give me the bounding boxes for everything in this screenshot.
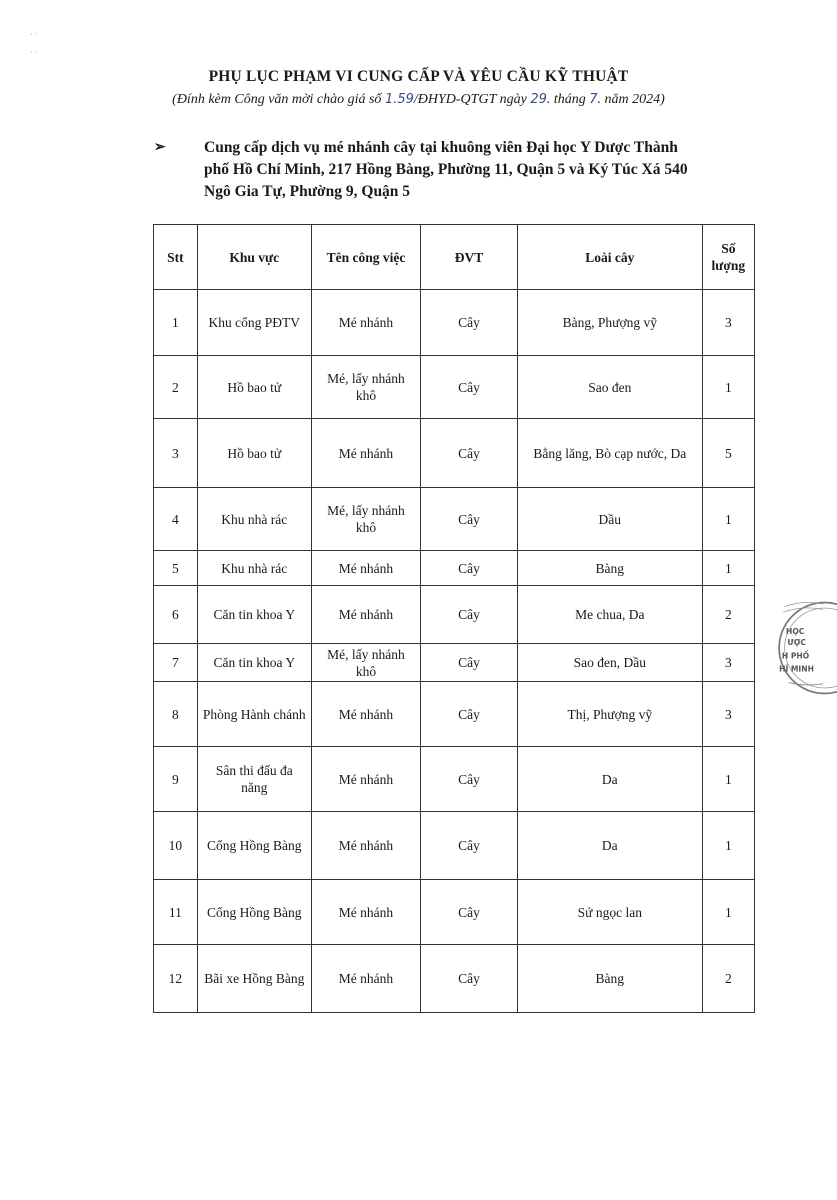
cell-tree: Bằng lăng, Bò cạp nước, Da: [517, 419, 702, 488]
page-subtitle: (Đính kèm Công văn mời chào giá số 1.59/ĐHYD-QTGT ngày 29. tháng 7. năm 2024): [172, 92, 665, 107]
cell-qty: 1: [702, 747, 754, 812]
cell-tree: Sứ ngọc lan: [517, 880, 702, 945]
cell-task: Mé nhánh: [311, 812, 420, 880]
cell-area: Căn tin khoa Y: [197, 644, 311, 682]
stamp-line: HÍ MINH: [779, 664, 814, 674]
cell-area: Cổng Hồng Bàng: [197, 880, 311, 945]
cell-task: Mé nhánh: [311, 747, 420, 812]
cell-task: Mé, lấy nhánh khô: [311, 644, 420, 682]
cell-tree: Me chua, Da: [517, 586, 702, 644]
cell-stt: 1: [154, 290, 198, 356]
cell-qty: 2: [702, 586, 754, 644]
cell-task: Mé nhánh: [311, 586, 420, 644]
cell-unit: Cây: [421, 812, 518, 880]
subtitle-suffix: năm 2024): [601, 92, 665, 107]
section-heading-line: Ngô Gia Tự, Phường 9, Quận 5: [204, 183, 411, 200]
cell-unit: Cây: [421, 290, 518, 356]
cell-unit: Cây: [421, 586, 518, 644]
cell-stt: 3: [154, 419, 198, 488]
cell-area: Khu cổng PĐTV: [197, 290, 311, 356]
cell-stt: 9: [154, 747, 198, 812]
cell-tree: Thị, Phượng vỹ: [517, 682, 702, 747]
cell-stt: 12: [154, 945, 198, 1013]
cell-tree: Sao đen: [517, 356, 702, 419]
header-qty-line1: Số: [721, 241, 736, 256]
header-stt: Stt: [154, 225, 198, 290]
cell-stt: 11: [154, 880, 198, 945]
cell-qty: 3: [702, 644, 754, 682]
table-row: [154, 586, 755, 644]
section-heading-line: Cung cấp dịch vụ mé nhánh cây tại khuông viên Đại học Y Dược Thành: [204, 139, 678, 156]
cell-task: Mé, lấy nhánh khô: [311, 488, 420, 551]
cell-tree: Da: [517, 747, 702, 812]
table-row: [154, 812, 755, 880]
cell-area: Bãi xe Hồng Bàng: [197, 945, 311, 1013]
cell-qty: 1: [702, 880, 754, 945]
cell-unit: Cây: [421, 356, 518, 419]
university-seal-stamp: [775, 578, 837, 718]
cell-task: Mé nhánh: [311, 551, 420, 586]
table-row: [154, 488, 755, 551]
cell-qty: 1: [702, 551, 754, 586]
cell-tree: Sao đen, Dầu: [517, 644, 702, 682]
cell-qty: 1: [702, 812, 754, 880]
cell-qty: 3: [702, 290, 754, 356]
table-row: [154, 419, 755, 488]
table-row: [154, 644, 755, 682]
table-row: [154, 945, 755, 1013]
cell-tree: Bàng: [517, 551, 702, 586]
cell-tree: Bàng, Phượng vỹ: [517, 290, 702, 356]
scope-table: [153, 224, 755, 1013]
table-row: [154, 290, 755, 356]
table-header-row: [154, 225, 755, 290]
section-heading-line: phố Hồ Chí Minh, 217 Hồng Bàng, Phường 11, Quận 5 và Ký Túc Xá 540: [204, 161, 688, 178]
stamp-line: ƯỢC: [787, 638, 806, 648]
table-row: [154, 682, 755, 747]
cell-unit: Cây: [421, 419, 518, 488]
table-row: [154, 356, 755, 419]
cell-stt: 2: [154, 356, 198, 419]
handwritten-month: 7: [589, 92, 598, 107]
scan-margin-marks: · · · ·: [30, 30, 38, 57]
cell-stt: 10: [154, 812, 198, 880]
cell-qty: 5: [702, 419, 754, 488]
header-unit: ĐVT: [421, 225, 518, 290]
cell-unit: Cây: [421, 644, 518, 682]
cell-tree: Bàng: [517, 945, 702, 1013]
cell-qty: 3: [702, 682, 754, 747]
cell-area: Cổng Hồng Bàng: [197, 812, 311, 880]
header-area: Khu vực: [197, 225, 311, 290]
cell-area: Căn tin khoa Y: [197, 586, 311, 644]
header-tree: Loài cây: [517, 225, 702, 290]
cell-unit: Cây: [421, 551, 518, 586]
cell-stt: 4: [154, 488, 198, 551]
header-qty-line2: lượng: [711, 258, 746, 273]
cell-stt: 5: [154, 551, 198, 586]
cell-tree: Dầu: [517, 488, 702, 551]
header-task: Tên công việc: [311, 225, 420, 290]
cell-unit: Cây: [421, 682, 518, 747]
table-row: [154, 880, 755, 945]
handwritten-day: 29: [530, 92, 547, 107]
cell-area: Phòng Hành chánh: [197, 682, 311, 747]
arrow-bullet-icon: ➢: [154, 140, 166, 155]
cell-task: Mé nhánh: [311, 682, 420, 747]
cell-task: Mé nhánh: [311, 419, 420, 488]
cell-stt: 6: [154, 586, 198, 644]
cell-unit: Cây: [421, 488, 518, 551]
stamp-line: HỌC: [786, 627, 805, 637]
section-heading: [154, 137, 756, 203]
cell-area: Khu nhà rác: [197, 488, 311, 551]
cell-stt: 8: [154, 682, 198, 747]
cell-qty: 2: [702, 945, 754, 1013]
handwritten-doc-number: 1.59: [384, 92, 414, 107]
stamp-line: H PHỐ: [781, 651, 810, 661]
cell-unit: Cây: [421, 880, 518, 945]
subtitle-mid2: tháng: [550, 92, 590, 107]
cell-qty: 1: [702, 488, 754, 551]
cell-stt: 7: [154, 644, 198, 682]
cell-unit: Cây: [421, 747, 518, 812]
cell-area: Hồ bao tử: [197, 356, 311, 419]
cell-task: Mé nhánh: [311, 880, 420, 945]
cell-area: Khu nhà rác: [197, 551, 311, 586]
cell-task: Mé nhánh: [311, 290, 420, 356]
header-qty: [702, 225, 754, 290]
subtitle-mid1: /ĐHYD-QTGT ngày: [413, 92, 531, 107]
table-row: [154, 747, 755, 812]
cell-qty: 1: [702, 356, 754, 419]
table-row: [154, 551, 755, 586]
cell-task: Mé, lấy nhánh khô: [311, 356, 420, 419]
page-title: PHỤ LỤC PHẠM VI CUNG CẤP VÀ YÊU CẦU KỸ THUẬT: [208, 68, 629, 85]
cell-task: Mé nhánh: [311, 945, 420, 1013]
cell-area: Hồ bao tử: [197, 419, 311, 488]
cell-area: Sân thi đấu đa năng: [197, 747, 311, 812]
cell-tree: Da: [517, 812, 702, 880]
subtitle-prefix: (Đính kèm Công văn mời chào giá số: [172, 92, 385, 107]
cell-unit: Cây: [421, 945, 518, 1013]
